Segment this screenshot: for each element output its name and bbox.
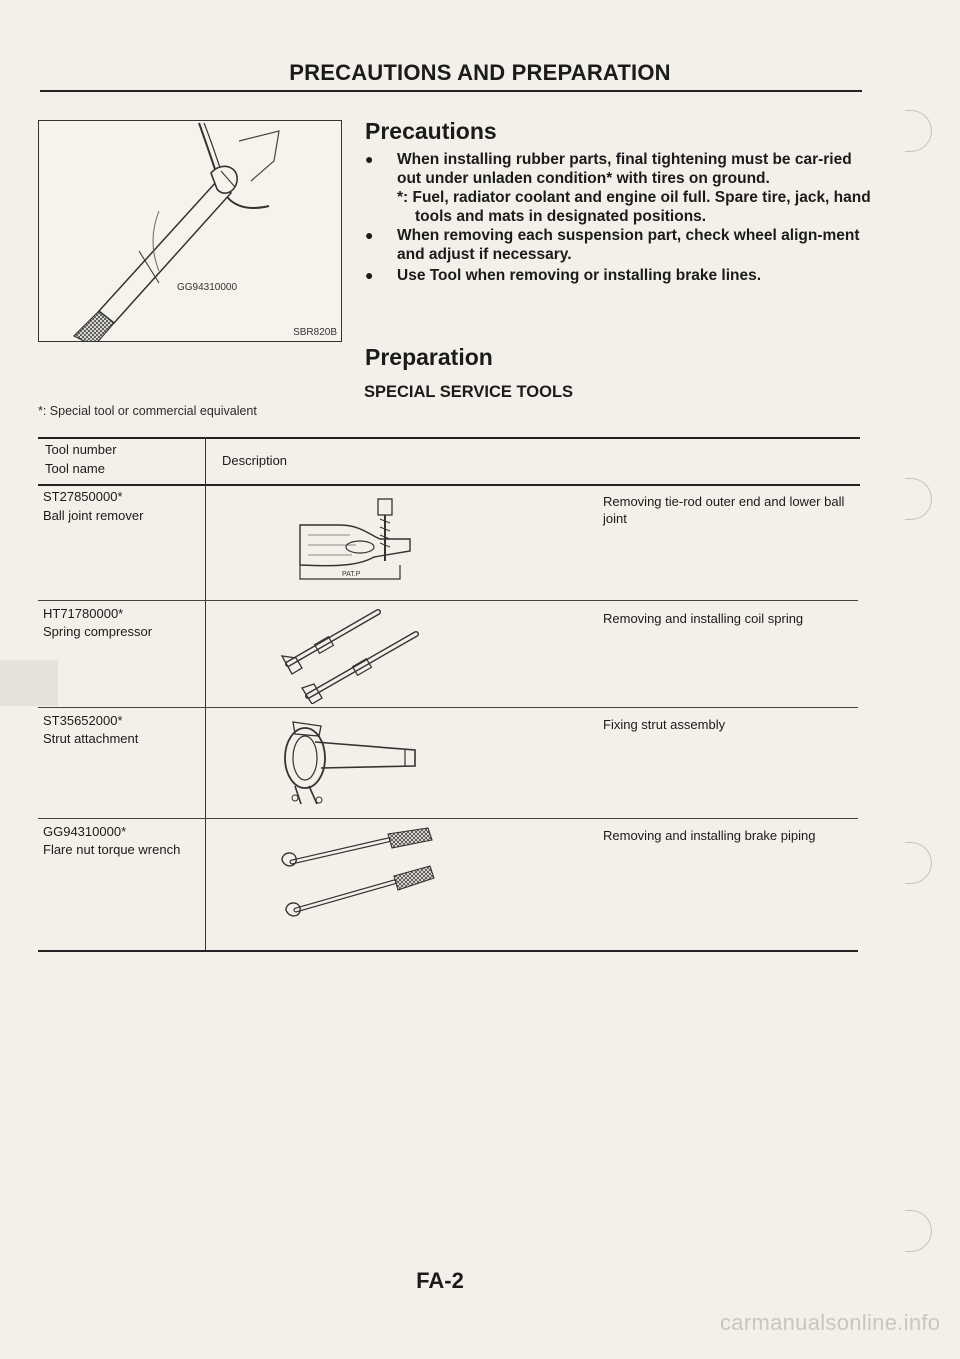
title-rule: [40, 90, 862, 92]
punch-hole-2: [905, 478, 932, 520]
flare-nut-wrench-icon: [278, 826, 448, 926]
bleed-through-tab: [0, 660, 58, 706]
tool-description: Removing tie-rod outer end and lower ball joint: [603, 494, 845, 526]
tool-name: Strut attachment: [43, 731, 139, 746]
header-description: Description: [222, 453, 288, 468]
spring-compressor-icon: [278, 604, 438, 704]
header-tool-name: Tool name: [45, 461, 105, 476]
table-header-rule: [38, 484, 860, 486]
precautions-list: [365, 150, 875, 285]
tool-number: ST27850000*: [43, 489, 123, 504]
bullet-icon: ●: [365, 151, 374, 167]
punch-hole-4: [905, 1210, 932, 1252]
tool-number: GG94310000*: [43, 824, 127, 839]
special-service-tools-heading: SPECIAL SERVICE TOOLS: [364, 383, 574, 401]
row-rule: [38, 818, 858, 819]
tool-description: Removing and installing brake piping: [603, 828, 816, 843]
punch-hole-3: [905, 842, 932, 884]
precaution-item: [365, 226, 875, 264]
row-rule: [38, 600, 858, 601]
table-column-divider: [205, 437, 206, 950]
watermark: carmanualsonline.info: [720, 1310, 941, 1335]
table-top-rule: [38, 437, 860, 439]
tool-name: Spring compressor: [43, 624, 153, 639]
preparation-heading: Preparation: [365, 344, 493, 370]
special-tool-footnote: *: Special tool or commercial equivalent: [38, 404, 257, 418]
flare-nut-wrench-figure: [38, 120, 342, 342]
bullet-icon: ●: [365, 227, 374, 243]
row-rule: [38, 707, 858, 708]
precaution-note: *: Fuel, radiator coolant and engine oil full. Spare tire, jack, hand tools and mats in designated positions.: [397, 189, 871, 225]
precaution-text: When installing rubber parts, final tightening must be car-ried out under unladen condition* with tires on ground.: [397, 151, 852, 187]
punch-hole-1: [905, 110, 932, 152]
figure-code: SBR820B: [293, 327, 337, 338]
tool-description: Removing and installing coil spring: [603, 611, 804, 626]
tool-number: HT71780000*: [43, 606, 124, 621]
precaution-text: Use Tool when removing or installing brake lines.: [397, 267, 762, 284]
ball-joint-remover-icon: [290, 495, 430, 585]
pat-p-label: PAT.P: [342, 571, 361, 578]
flare-nut-wrench-illustration: [39, 121, 341, 341]
table-bottom-rule: [38, 950, 858, 952]
tool-name: Ball joint remover: [43, 508, 144, 523]
tool-number: ST35652000*: [43, 713, 123, 728]
precaution-text: When removing each suspension part, check wheel align-ment and adjust if necessary.: [397, 227, 860, 263]
precaution-item: [365, 266, 875, 285]
tool-name: Flare nut torque wrench: [43, 842, 181, 857]
figure-tool-label: GG94310000: [177, 282, 238, 293]
precaution-item: [365, 150, 875, 226]
bullet-icon: ●: [365, 267, 374, 283]
page-title: PRECAUTIONS AND PREPARATION: [289, 60, 671, 85]
precautions-heading: Precautions: [365, 118, 497, 144]
strut-attachment-icon: [275, 712, 425, 807]
page-number: FA-2: [416, 1268, 464, 1293]
header-tool-number: Tool number: [45, 442, 117, 457]
tool-description: Fixing strut assembly: [603, 717, 726, 732]
